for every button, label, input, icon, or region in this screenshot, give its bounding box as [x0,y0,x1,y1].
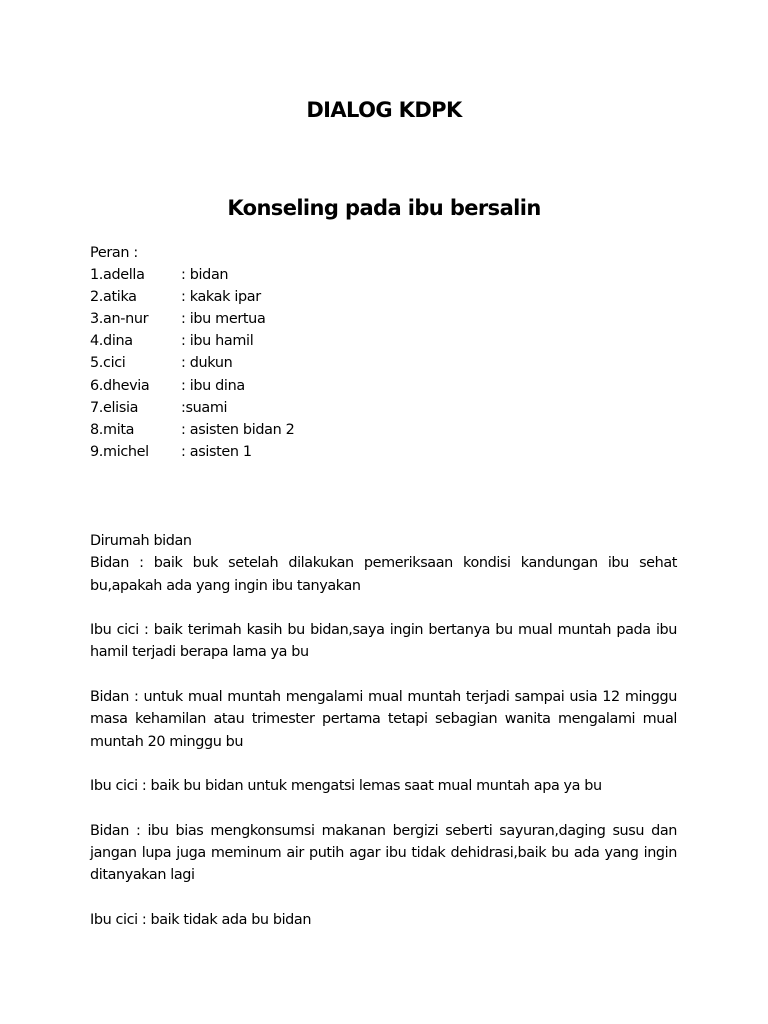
role-name: 5.cici [90,355,126,372]
role-row [90,330,294,352]
role-description: :suami [181,399,228,416]
role-description: : kakak ipar [181,289,261,306]
dialog-line: Ibu cici : baik tidak ada bu bidan [90,912,312,929]
dialog-line: Bidan : untuk mual muntah mengalami mual muntah terjadi sampai usia 12 minggu masa kehamilan atau trimester pertama tetapi sebagian wanita mengalami mual muntah 20 minggu bu [90,689,677,750]
role-description: : ibu hamil [181,333,254,350]
dialog-line: Bidan : baik buk setelah dilakukan pemeriksaan kondisi kandungan ibu sehat bu,apakah ada yang ingin ibu tanyakan [90,555,677,594]
role-row [90,375,294,397]
role-name: 6.dhevia [90,377,150,394]
role-row [90,308,294,330]
role-name: 4.dina [90,333,133,350]
role-name: 8.mita [90,421,135,438]
role-row [90,352,294,374]
role-name: 3.an-nur [90,311,149,328]
dialog-line: Ibu cici : baik terimah kasih bu bidan,saya ingin bertanya bu mual muntah pada ibu hamil terjadi berapa lama ya bu [90,622,677,661]
role-description: : ibu dina [181,377,245,394]
dialog-section [90,530,677,954]
dialog-line: Ibu cici : baik bu bidan untuk mengatsi lemas saat mual muntah apa ya bu [90,778,602,795]
role-name: 2.atika [90,289,137,306]
role-row [90,397,294,419]
document-title: DIALOG KDPK [306,98,462,122]
role-description: : bidan [181,267,229,284]
scene-heading: Dirumah bidan [90,533,192,549]
role-name: 1.adella [90,267,145,284]
roles-heading: Peran : [90,245,138,261]
dialog-line: Bidan : ibu bias mengkonsumsi makanan bergizi seberti sayuran,daging susu dan jangan lupa juga meminum air putih agar ibu tidak dehidrasi,baik bu ada yang ingin ditanyakan lagi [90,822,677,884]
role-row [90,419,294,441]
role-description: : ibu mertua [181,311,266,328]
role-name: 7.elisia [90,399,139,416]
document-subtitle: Konseling pada ibu bersalin [227,196,541,220]
role-row [90,441,294,463]
role-row [90,286,294,308]
role-name: 9.michel [90,443,149,460]
role-description: : asisten 1 [181,443,252,460]
role-description: : dukun [181,355,233,372]
role-row [90,264,294,286]
role-description: : asisten bidan 2 [181,421,295,438]
roles-list [90,242,294,463]
